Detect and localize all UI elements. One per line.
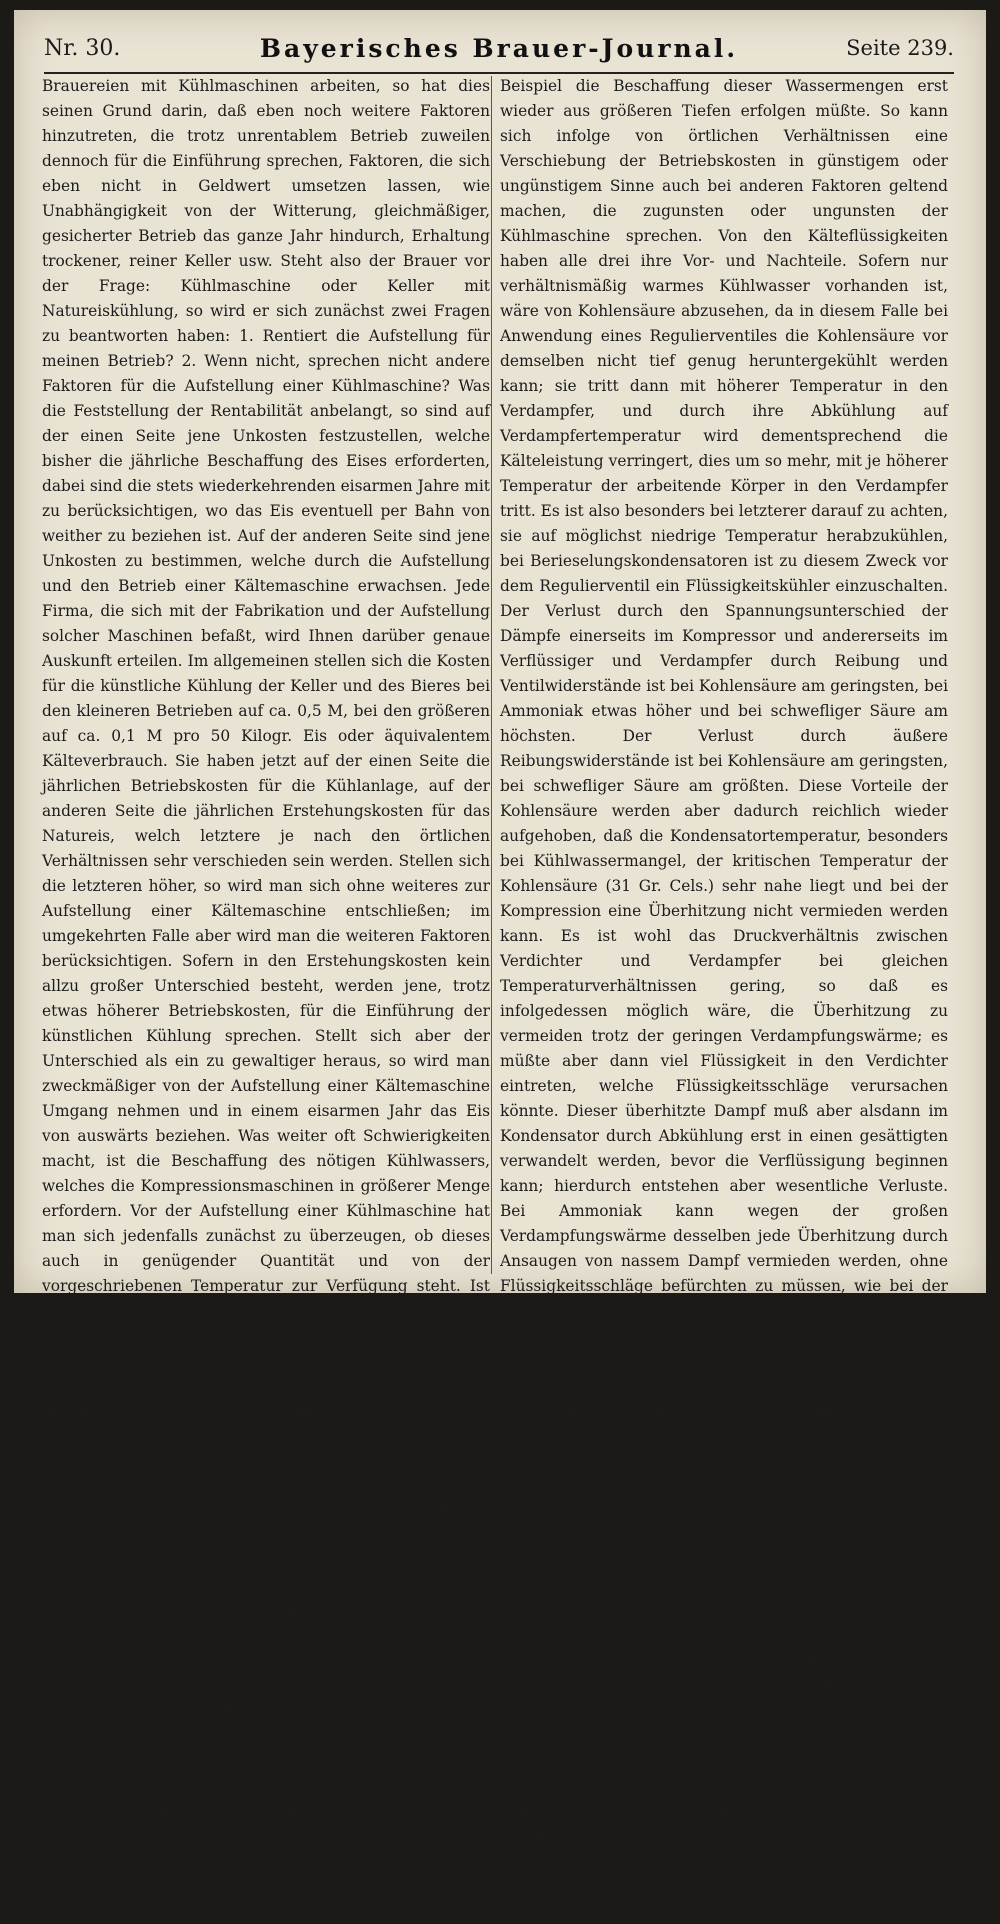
issue-number: Nr. 30. <box>44 36 121 61</box>
journal-title: Bayerisches Brauer-Journal. <box>259 34 739 63</box>
column-left-text: Brauereien mit Kühlmaschinen arbeiten, so hat dies seinen Grund darin, daß eben noch weitere Faktoren hinzutreten, die trotz unrentablem Betrieb zuweilen dennoch für die Einführung sprechen, Faktoren, die sich eben nicht in Geldwert umsetzen lassen, wie Unabhängigkeit von der Witterung, gleichmäßiger, gesicherter Betrieb das ganze Jahr hindurch, Erhaltung trockener, reiner Keller usw. Steht also der Brauer vor der Frage: Kühlmaschine oder Keller mit Natureiskühlung, so wird er sich zunächst zwei Fragen zu beantworten haben: 1. Rentiert die Aufstellung für meinen Betrieb? 2. Wenn nicht, sprechen nicht andere Faktoren für die Aufstellung einer Kühlmaschine? Was die Feststellung der Rentabilität anbelangt, so sind auf der einen Seite jene Unkosten festzustellen, welche bisher die jährliche Beschaffung des Eises erforderten, dabei sind die stets wiederkehrenden eisarmen Jahre mit zu berücksichtigen, wo das Eis eventuell per Bahn von weither zu beziehen ist. Auf der anderen Seite sind jene Unkosten zu bestimmen, welche durch die Aufstellung und den Betrieb einer Kältemaschine erwachsen. Jede Firma, die sich mit der Fabrikation und der Aufstellung solcher Maschinen befaßt, wird Ihnen darüber genaue Auskunft erteilen. Im allgemeinen stellen sich die Kosten für die künstliche Kühlung der Keller und des Bieres bei den kleineren Betrieben auf ca. 0,5 M, bei den größeren auf ca. 0,1 M pro 50 Kilogr. Eis oder äquivalentem Kälteverbrauch. Sie haben jetzt auf der einen Seite die jährlichen Betriebskosten für die Kühlanlage, auf der anderen Seite die jährlichen Erstehungskosten für das Natureis, welch letztere je nach den örtlichen Verhältnissen sehr verschieden sein werden. Stellen sich die letzteren höher, so wird man sich ohne weiteres zur Aufstellung einer Kältemaschine entschließen; im umgekehrten Falle aber wird man die weiteren Faktoren berücksichtigen. Sofern in den Erstehungskosten kein allzu großer Unterschied besteht, werden jene, trotz etwas höherer Betriebskosten, für die Einführung der künstlichen Kühlung sprechen. Stellt sich aber der Unterschied als ein zu gewaltiger heraus, so wird man zweckmäßiger von der Aufstellung einer Kältemaschine Umgang nehmen und in einem eisarmen Jahr das Eis von auswärts beziehen. Was weiter oft Schwierigkeiten macht, ist die Beschaffung des nötigen Kühlwassers, welches die Kompressionsmaschinen in größerer Menge erfordern. Vor der Aufstellung einer Kühlmaschine hat man sich jedenfalls zunächst zu überzeugen, ob dieses auch in genügender Quantität und von der vorgeschriebenen Temperatur zur Verfügung steht. Ist dies nicht der Fall, so wird der Kühleffekt der Maschine reduziert. Die normale Temperatur des Wassers ist 10 Gr. Cels. Für eine Temperaturerhöhung um je 1 Gr. Cels. erhöht sich der Arbeitsverbrauch und Kühlwassermenge um zirka 4 Proz. Mit kälterem Kühlwasser wird natürlich auch der Effekt der Maschine ein besserer. Solches wird aber im Hochsommer in den seltensten Fällen zur Verfügung stehen. Die Menge des Kühlwassers beträgt stündlich bei einer Maschine mit 5000 Kal. stündlicher Verdampferleistung 7 Hektoliter Wasser von 10 Gr. Cels. und steigt bei einer Maschine mit 40 000 Kal. bereits auf zirka 56 Hektoliter an. Der Kraftverbrauch der Maschine wird bei geringer Wasserzufuhr infolge des höheren Kondensatordruckes sofort wesentlich erhöht und damit auch die jährlichen Betriebskosten. Wird hingegen dem Kondensator eine größere Wassermenge zugeführt als vorgeschrieben, so fällt der Kondensatordruck auf 7 Atm. und darunter fällt, so wird sich auch der Kraftverbrauch des Kompressors dementsprechend reduzieren und mit ihm die jährlichen Betriebskosten. Nur darf natürlich die Ersparnis an Arbeitskraft nicht wieder an anderer Stelle kompensiert werden, sofern zum <box>42 77 490 1870</box>
column-divider <box>491 76 492 1274</box>
page-number: Seite 239. <box>846 36 954 60</box>
column-right-text: Beispiel die Beschaffung dieser Wassermengen erst wieder aus größeren Tiefen erfolgen müßte. So kann sich infolge von örtlichen Verhältnissen eine Verschiebung der Betriebskosten in günstigem oder ungünstigem Sinne auch bei anderen Faktoren geltend machen, die zugunsten oder ungunsten der Kühlmaschine sprechen. Von den Kälteflüssigkeiten haben alle drei ihre Vor- und Nachteile. Sofern nur verhältnismäßig warmes Kühlwasser vorhanden ist, wäre von Kohlensäure abzusehen, da in diesem Falle bei Anwendung eines Regulierventiles die Kohlensäure vor demselben nicht tief genug heruntergekühlt werden kann; sie tritt dann mit höherer Temperatur in den Verdampfer, und durch ihre Abkühlung auf Verdampfertemperatur wird dementsprechend die Kälteleistung verringert, dies um so mehr, mit je höherer Temperatur der arbeitende Körper in den Verdampfer tritt. Es ist also besonders bei letzterer darauf zu achten, sie auf möglichst niedrige Temperatur herabzukühlen, bei Berieselungskondensatoren ist zu diesem Zweck vor dem Regulierventil ein Flüssigkeitskühler einzuschalten. Der Verlust durch den Spannungsunterschied der Dämpfe einerseits im Kompressor und andererseits im Verflüssiger und Verdampfer durch Reibung und Ventilwiderstände ist bei Kohlensäure am geringsten, bei Ammoniak etwas höher und bei schwefliger Säure am höchsten. Der Verlust durch äußere Reibungswiderstände ist bei Kohlensäure am geringsten, bei schwefliger Säure am größten. Diese Vorteile der Kohlensäure werden aber dadurch reichlich wieder aufgehoben, daß die Kondensatortemperatur, besonders bei Kühlwassermangel, der kritischen Temperatur der Kohlensäure (31 Gr. Cels.) sehr nahe liegt und bei der Kompression eine Überhitzung nicht vermieden werden kann. Es ist wohl das Druckverhältnis zwischen Verdichter und Verdampfer bei gleichen Temperaturverhältnissen gering, so daß es infolgedessen möglich wäre, die Überhitzung zu vermeiden trotz der geringen Verdampfungswärme; es müßte aber dann viel Flüssigkeit in den Verdichter eintreten, welche Flüssigkeitsschläge verursachen könnte. Dieser überhitzte Dampf muß aber alsdann im Kondensator durch Abkühlung erst in einen gesättigten verwandelt werden, bevor die Verflüssigung beginnen kann; hierdurch entstehen aber wesentliche Verluste. Bei Ammoniak kann wegen der großen Verdampfungswärme desselben jede Überhitzung durch Ansaugen von nassem Dampf vermieden werden, ohne Flüssigkeitsschläge befürchten zu müssen, wie bei der Kohlensäure. Dieser nasse Dampf nimmt bei seiner Verdampfung die während der Kompression entstehende Wärme auf, so daß eine Überhitzung vermieden wird. Bei schwefliger Säure ist die Überhitzung durch Ansaugen neuer Dämpfe nicht zu verhindern, weil die Verdampfungswärme derselben zu gering ist und das Verhältnis von Verdichterdruck und Verdampferdruck sehr groß ist. Hier wird daher der Verdichterzylinder und meist auch die hohle Kolbenstange mittelst Wasser gekühlt. Die Kohlensäuremaschinen arbeiten mit sehr hohen Pressungen; es kann daher die Dichtung des Kompressorkolbens nicht mehr durch Metallringe ausgeführt werden, sondern durch Lederstulpdichtungen, die eine öftere Auswechselung erfordern. Der Verlust durch die schädlichen Räume ist bei Kohlensäure am größten, bei schwefliger Säure am kleinsten, da bei letzterer der Zylinder am größten ist, mit der Größe der Zylinder aber der schädliche Raum um so kleiner gemacht werden kann. Die Kohlensäuremaschinen sind in der Ausführung etwas einfacher, da man von einer dauernden Schmierung absehen kann. Bei den Ammoniakmaschinen hingegen ist eine ständige Schmierung erforderlich, weshalb bei ihnen eigene Ölabscheidungseinrichtungen angeordnet werden müssen. <box>500 77 948 1920</box>
page-header <box>44 36 954 74</box>
newspaper-page <box>14 10 986 1920</box>
article-column-right <box>500 74 948 1920</box>
article-column-left <box>42 74 490 1870</box>
